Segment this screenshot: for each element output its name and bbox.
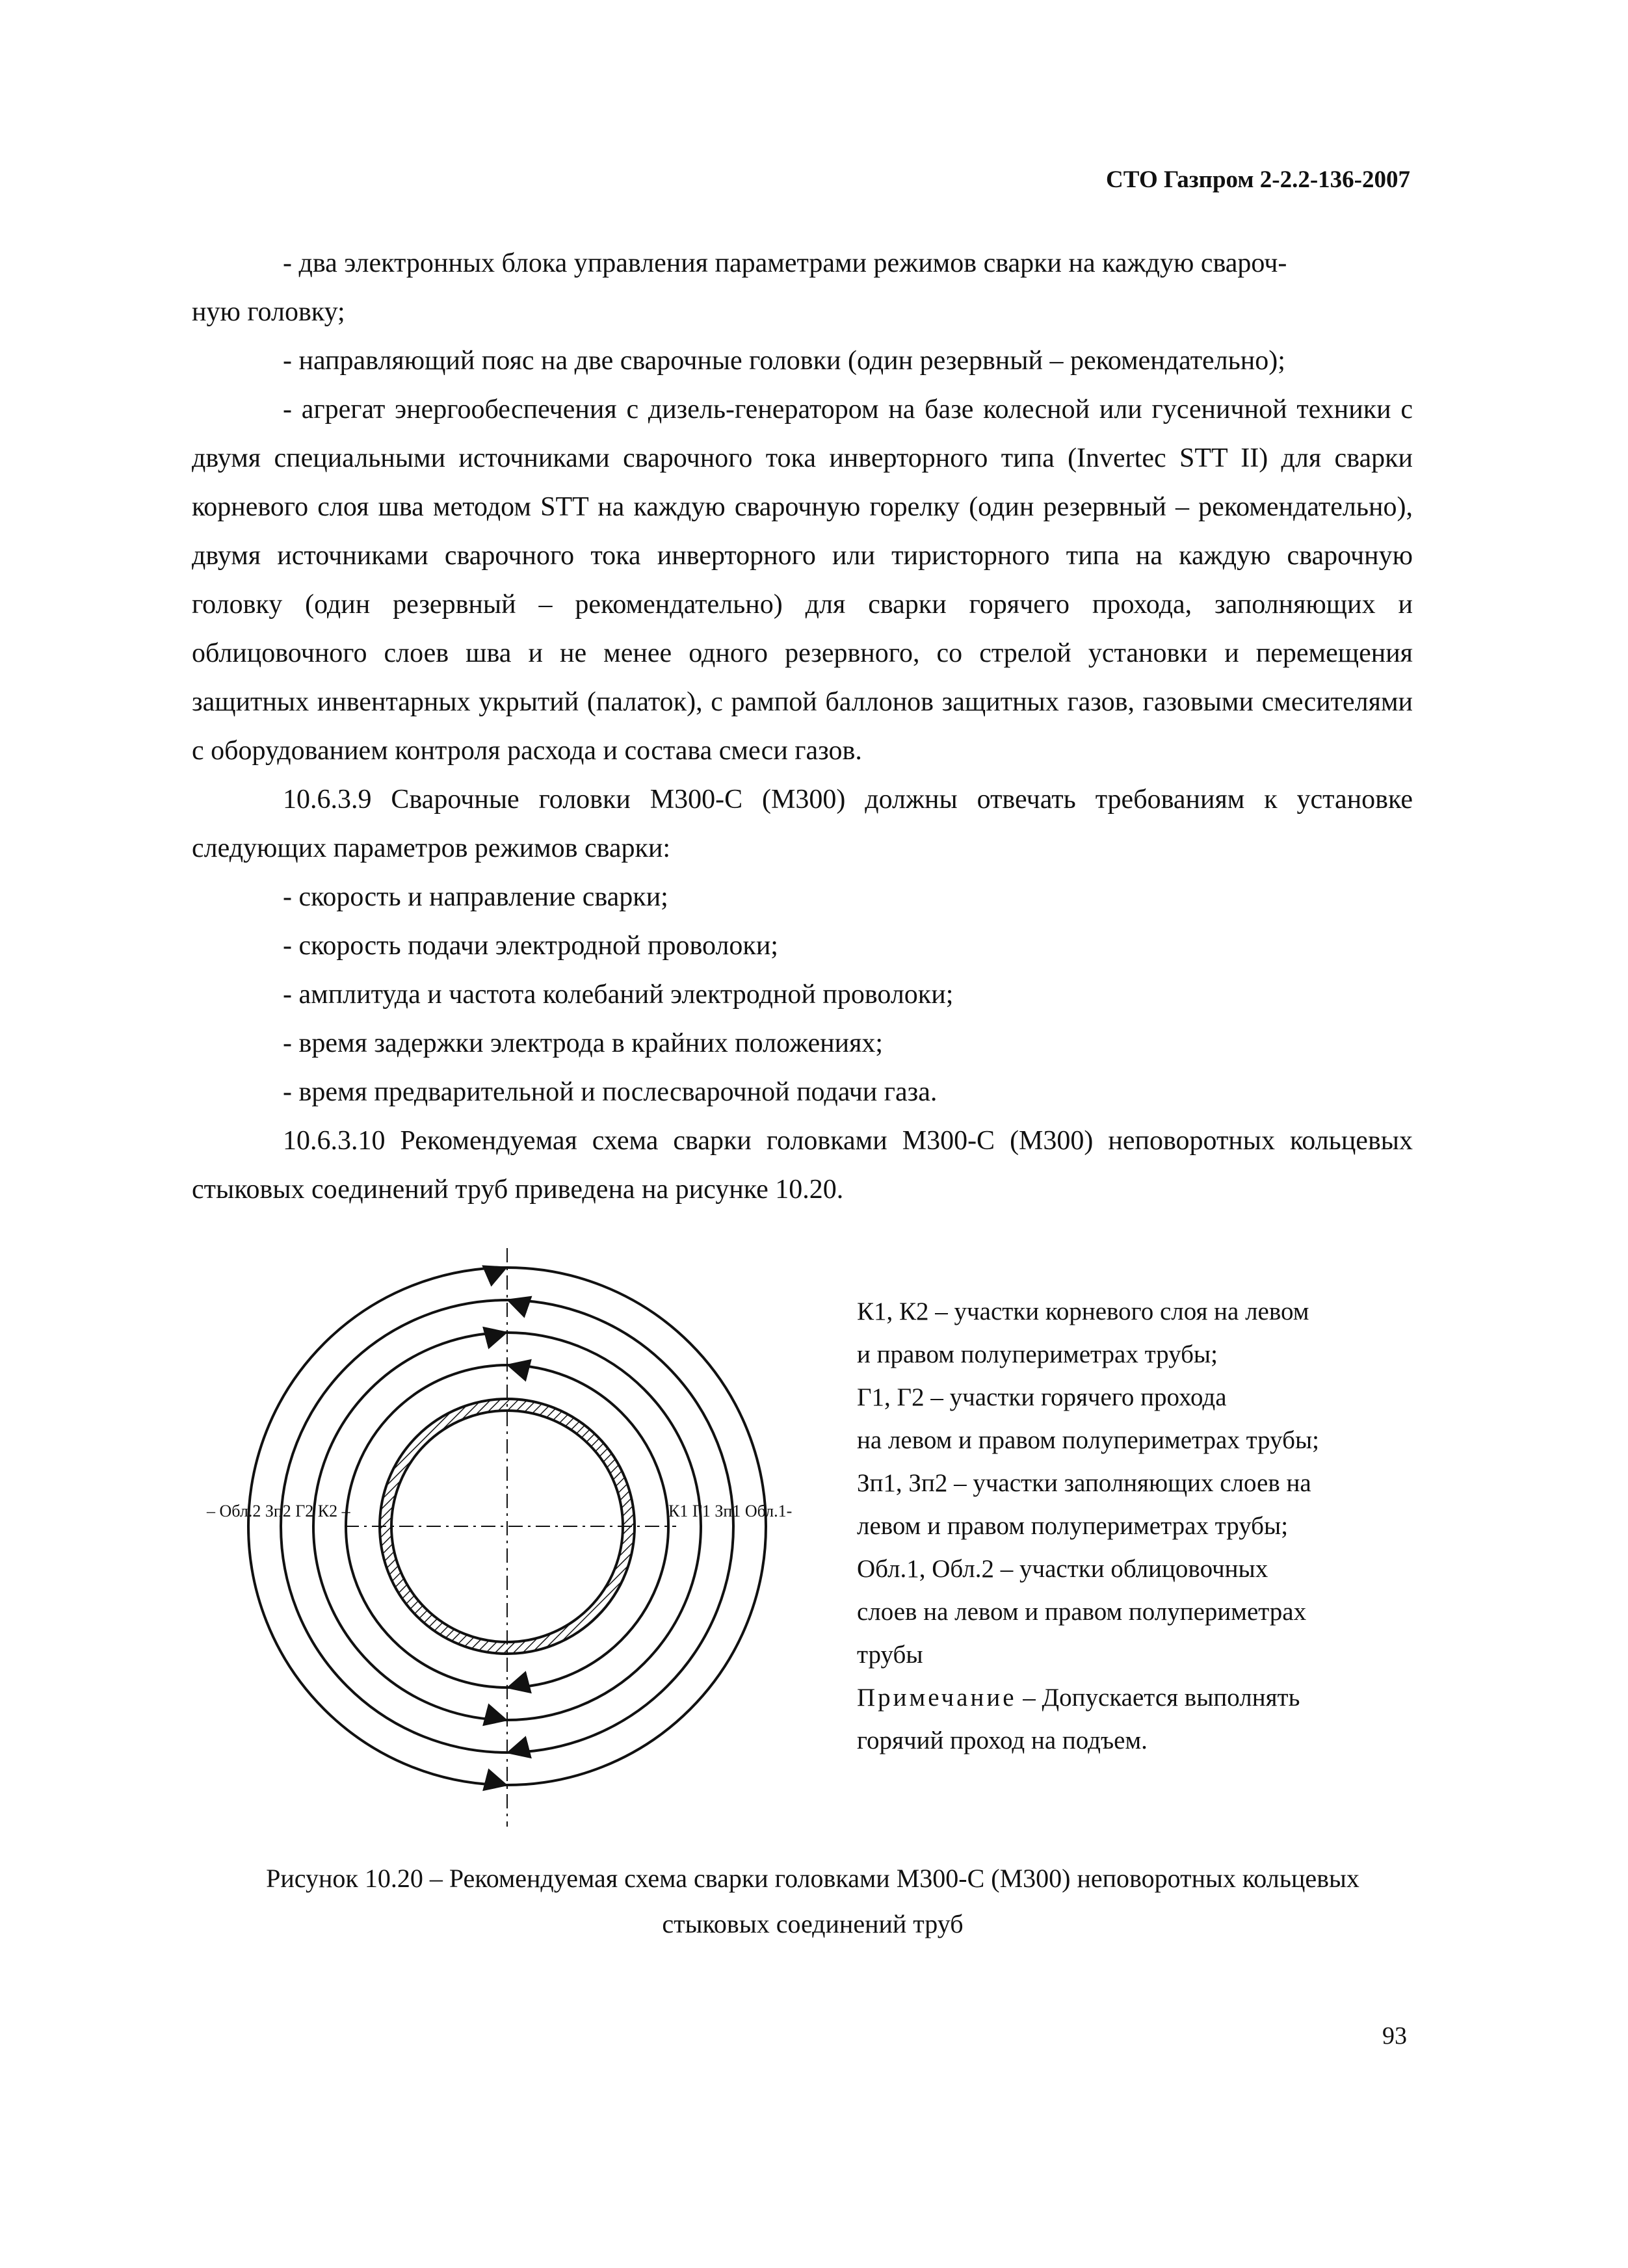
paragraph-3: - агрегат энергообеспечения с дизель-генератором на базе колесной или гусеничной техники с двумя специальными источниками сварочного тока инверторного типа (Invertec STT II) для сварки корневого слоя шва методом STT на каждую сварочную горелку (один резервный – рекомендательно), двумя источниками сварочного тока инверторного или тиристорного типа на каждую сварочную головку (один резервный – рекомендательно) для сварки горячего прохода, заполняющих и облицовочного слоев шва и не менее одного резервного, со стрелой установки и перемещения защитных инвентарных укрытий (палаток), с рампой баллонов защитных газов, газовыми смесителями с оборудованием контроля расхода и состава смеси газов. (192, 395, 1413, 766)
legend-line: Зп1, Зп2 – участки заполняющих слоев на (857, 1469, 1311, 1497)
left-layer-label: – Обл.2 Зп2 Г2 К2 – (207, 1502, 350, 1520)
legend-line: левом и правом полупериметрах трубы; (857, 1512, 1289, 1540)
paragraph-4: 10.6.3.9 Сварочные головки М300-С (М300) должны отвечать требованиям к установке следующих параметров режимов сварки: (192, 785, 1413, 863)
figure-legend (857, 1290, 1377, 1762)
paragraph-1: - два электронных блока управления параметрами режимов сварки на каждую свароч- (283, 248, 1287, 278)
legend-line: слоев на левом и правом полупериметрах (857, 1598, 1307, 1626)
legend-line: и правом полупериметрах трубы; (857, 1340, 1218, 1368)
document-header: СТО Газпром 2-2.2-136-2007 (1106, 166, 1410, 193)
paragraph-5: 10.6.3.10 Рекомендуемая схема сварки головками М300-С (М300) неповоротных кольцевых стыковых соединений труб приведена на рисунке 10.20. (192, 1126, 1413, 1205)
note-label: Примечание (857, 1684, 1017, 1712)
caption-line: Рисунок 10.20 – Рекомендуемая схема сварки головками М300-С (М300) неповоротных кольцевых (266, 1864, 1359, 1893)
list-item: - скорость и направление сварки; (283, 882, 668, 912)
page-number: 93 (1382, 2022, 1407, 2050)
body-text (192, 239, 1413, 1214)
legend-line: Г1, Г2 – участки горячего прохода (857, 1383, 1227, 1411)
note-text: – Допускается выполнять (1016, 1684, 1300, 1712)
paragraph-1-continued: ную головку; (192, 297, 345, 327)
right-layer-label: К1 Г1 Зп1 Обл.1- (668, 1502, 793, 1520)
caption-line: стыковых соединений труб (662, 1909, 964, 1938)
welding-scheme-figure (195, 1235, 845, 1846)
legend-line: на левом и правом полупериметрах трубы; (857, 1426, 1319, 1454)
legend-line: К1, К2 – участки корневого слоя на левом (857, 1297, 1309, 1325)
list-item: - скорость подачи электродной проволоки; (283, 931, 778, 961)
legend-line: Обл.1, Обл.2 – участки облицовочных (857, 1555, 1268, 1583)
list-item: - время задержки электрода в крайних положениях; (283, 1028, 884, 1058)
legend-note (857, 1676, 1377, 1719)
paragraph-2: - направляющий пояс на две сварочные головки (один резервный – рекомендательно); (283, 346, 1285, 376)
legend-line: трубы (857, 1641, 923, 1669)
figure-caption (156, 1856, 1469, 1947)
legend-line: горячий проход на подъем. (857, 1727, 1148, 1754)
list-item: - время предварительной и послесварочной подачи газа. (283, 1077, 938, 1107)
welding-scheme-diagram (195, 1235, 845, 1846)
list-item: - амплитуда и частота колебаний электродной проволоки; (283, 980, 954, 1010)
